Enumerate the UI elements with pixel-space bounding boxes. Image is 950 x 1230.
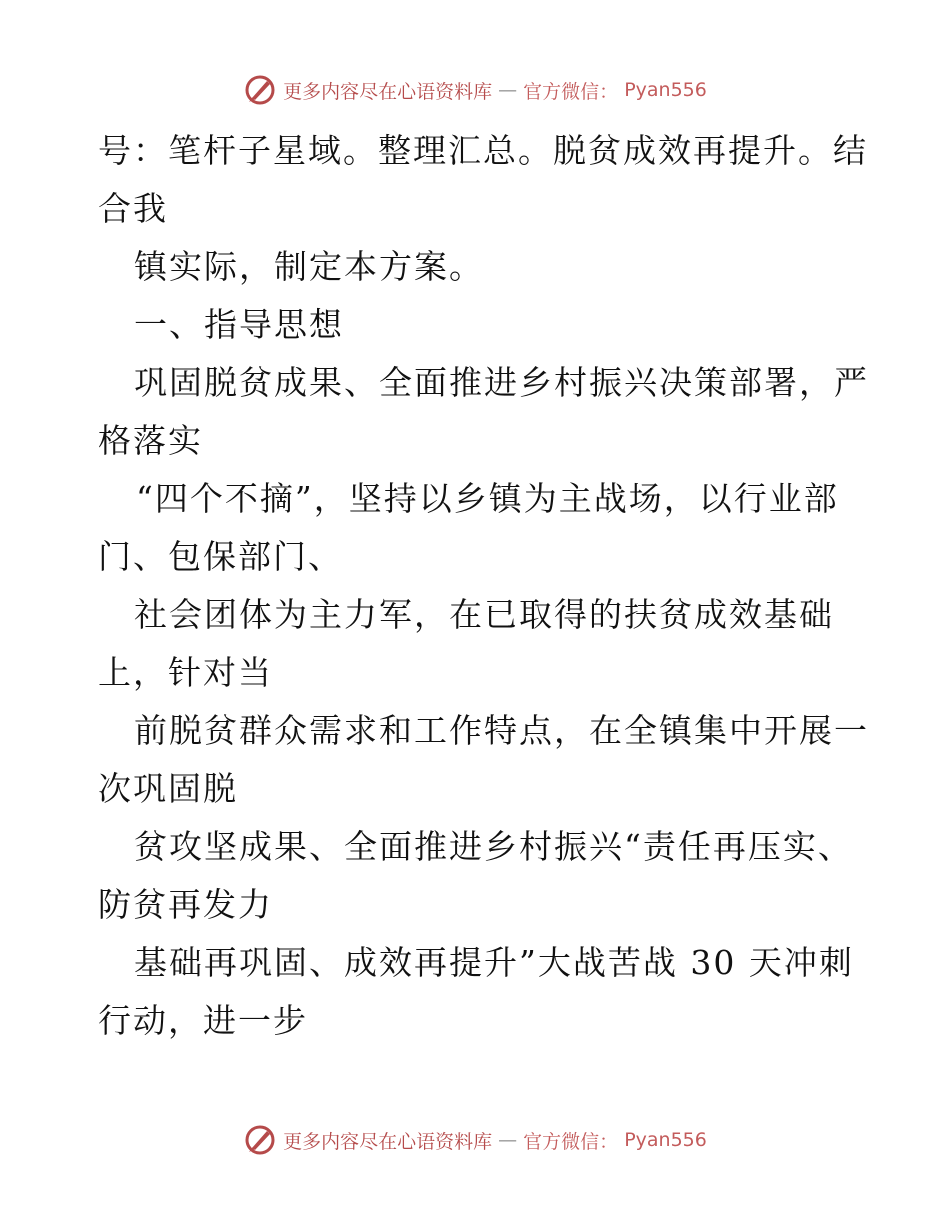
text-line: 格落实 (98, 421, 203, 460)
text-line: 门、包保部门、 (98, 537, 343, 576)
watermark-contact-value: Pyan556 (624, 1129, 707, 1151)
text-line: 号：笔杆子星域。整理汇总。脱贫成效再提升。结 (98, 131, 868, 170)
watermark-contact-label: 官方微信： (523, 80, 619, 103)
watermark-contact-label: 官方微信： (523, 1130, 619, 1153)
text-line: 前脱贫群众需求和工作特点，在全镇集中开展一 (134, 711, 869, 750)
watermark-separator: — (498, 1129, 518, 1151)
watermark-site-text: 更多内容尽在心语资料库 (283, 80, 493, 103)
watermark-contact-value: Pyan556 (624, 79, 707, 101)
header-watermark (0, 68, 950, 112)
text-line: 贫攻坚成果、全面推进乡村振兴“责任再压实、 (134, 827, 853, 866)
footer-watermark (0, 1118, 950, 1162)
document-body (98, 122, 869, 1050)
text-line: 行动，进一步 (98, 1001, 308, 1040)
watermark-site-text: 更多内容尽在心语资料库 (283, 1130, 493, 1153)
text-line: 社会团体为主力军，在已取得的扶贫成效基础 (134, 595, 834, 634)
text-line: 镇实际，制定本方案。 (134, 247, 484, 286)
watermark-separator: — (498, 79, 518, 101)
text-line: “四个不摘”，坚持以乡镇为主战场，以行业部 (136, 479, 839, 518)
text-line: 防贫再发力 (98, 885, 273, 924)
text-line: 合我 (98, 189, 168, 228)
text-line: 上，针对当 (98, 653, 273, 692)
text-line: 次巩固脱 (98, 769, 238, 808)
quill-pen-logo-icon (243, 73, 277, 107)
text-line: 基础再巩固、成效再提升”大战苦战 30 天冲刺 (134, 943, 854, 982)
text-line: 巩固脱贫成果、全面推进乡村振兴决策部署，严 (134, 363, 869, 402)
quill-pen-logo-icon (243, 1123, 277, 1157)
section-heading: 一、指导思想 (134, 305, 344, 344)
